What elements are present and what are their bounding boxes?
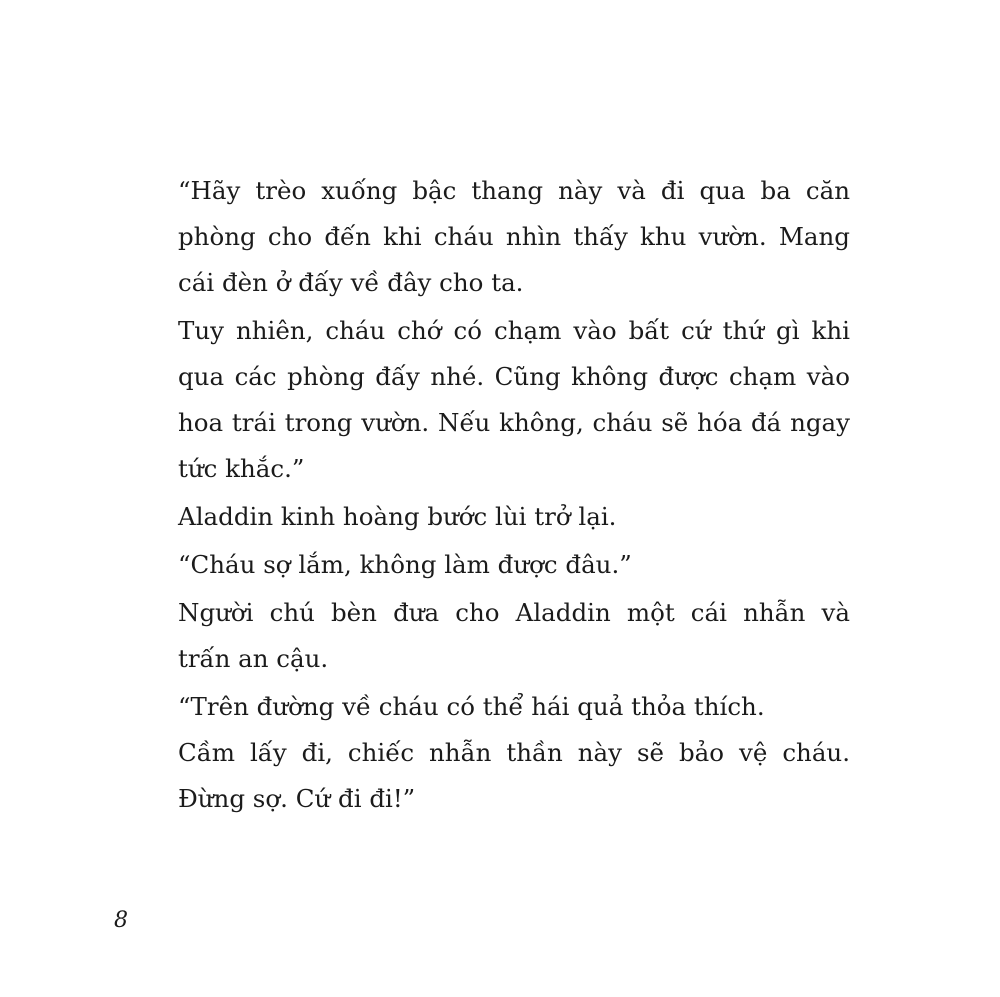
- text-line: Đừng sợ. Cứ đi đi!”: [178, 784, 416, 813]
- text-line: Cầm lấy đi, chiếc nhẫn thần này sẽ bảo vệ cháu.: [178, 738, 850, 767]
- text-line: “Cháu sợ lắm, không làm được đâu.”: [178, 550, 632, 579]
- text-line: Người chú bèn đưa cho Aladdin một cái nhẫn và: [178, 598, 850, 627]
- text-line: cái đèn ở đấy về đây cho ta.: [178, 268, 524, 297]
- text-line: phòng cho đến khi cháu nhìn thấy khu vườn. Mang: [178, 222, 850, 251]
- text-line: “Hãy trèo xuống bậc thang này và đi qua ba căn: [178, 176, 850, 205]
- text-line: trấn an cậu.: [178, 644, 329, 673]
- text-line: “Trên đường về cháu có thể hái quả thỏa thích.: [178, 692, 765, 721]
- text-line: Tuy nhiên, cháu chớ có chạm vào bất cứ thứ gì khi: [178, 316, 850, 345]
- text-line: Aladdin kinh hoàng bước lùi trở lại.: [178, 502, 617, 531]
- text-line: tức khắc.”: [178, 454, 305, 483]
- story-text: [178, 168, 850, 822]
- page-number: 8: [114, 908, 128, 933]
- text-line: qua các phòng đấy nhé. Cũng không được chạm vào: [178, 362, 850, 391]
- text-line: hoa trái trong vườn. Nếu không, cháu sẽ hóa đá ngay: [178, 408, 850, 437]
